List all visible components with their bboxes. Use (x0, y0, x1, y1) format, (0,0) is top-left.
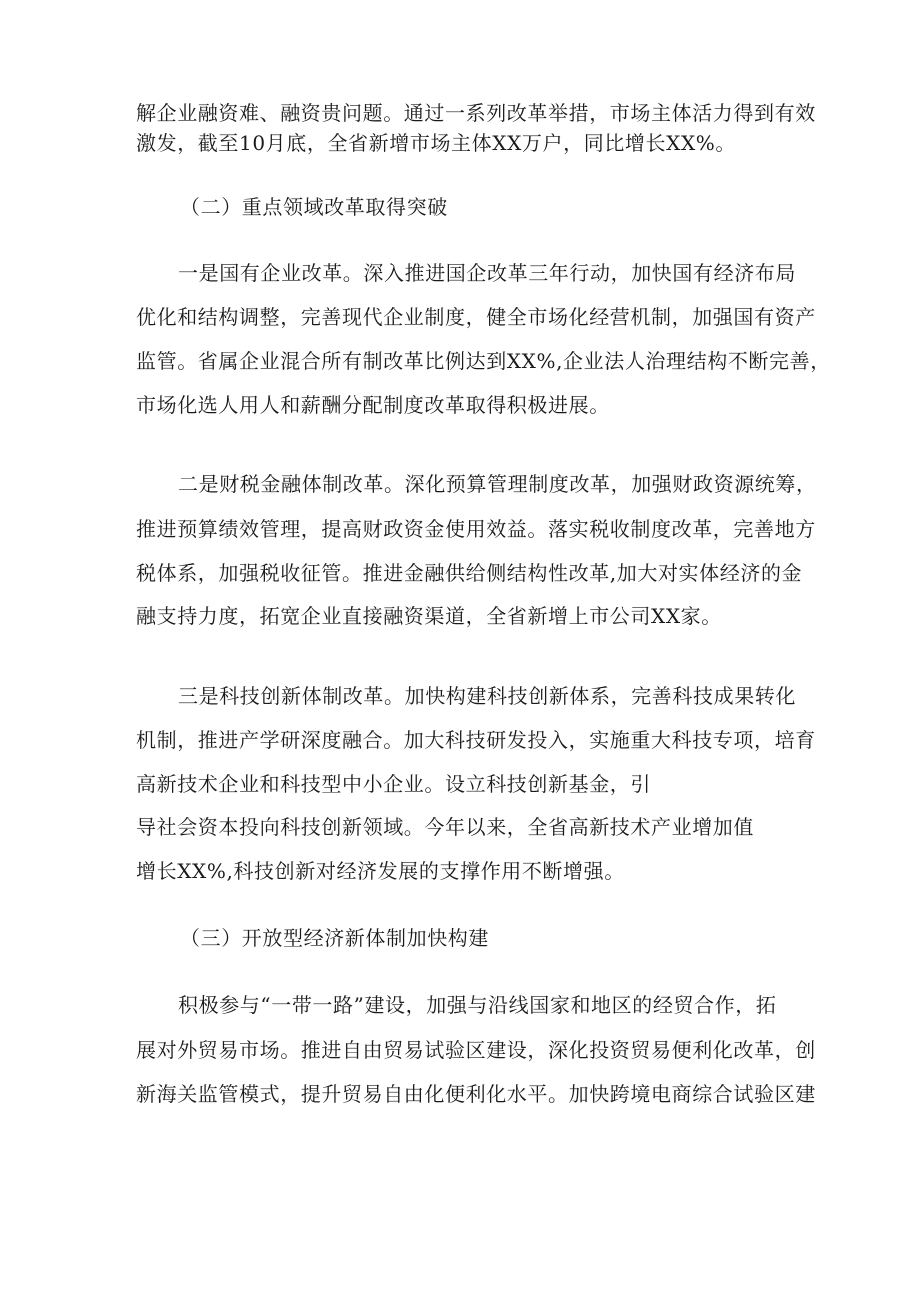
paragraph-line: 税体系，加强税收征管。推进金融供给侧结构性改革,加大对实体经济的金 (136, 561, 803, 585)
paragraph-line: 积极参与“一带一路”建设，加强与沿线国家和地区的经贸合作，拓 (178, 993, 777, 1017)
paragraph-line: 一是国有企业改革。深入推进国企改革三年行动，加快国有经济布局 (178, 261, 796, 285)
paragraph-line: 监管。省属企业混合所有制改革比例达到XX%,企业法人治理结构不断完善， (136, 349, 831, 373)
paragraph-line: 导社会资本投向科技创新领域。今年以来，全省高新技术产业增加值 (136, 815, 754, 839)
paragraph-line: 融支持力度，拓宽企业直接融资渠道，全省新增上市公司XX家。 (136, 604, 722, 628)
paragraph-line: 展对外贸易市场。推进自由贸易试验区建设，深化投资贸易便利化改革，创 (136, 1038, 816, 1062)
paragraph-line: 激发，截至10月底，全省新增市场主体XX万户，同比增长XX%。 (136, 131, 737, 155)
paragraph-line: 推进预算绩效管理，提高财政资金使用效益。落实税收制度改革，完善地方 (136, 517, 816, 541)
section-heading: （二）重点领域改革取得突破 (180, 195, 448, 219)
paragraph-line: 三是科技创新体制改革。加快构建科技创新体系，完善科技成果转化 (178, 684, 796, 708)
paragraph-line: 新海关监管模式，提升贸易自由化便利化水平。加快跨境电商综合试验区建 (136, 1082, 816, 1106)
paragraph-line: 二是财税金融体制改革。深化预算管理制度改革，加强财政资源统筹， (178, 472, 817, 496)
paragraph-line: 解企业融资难、融资贵问题。通过一系列改革举措，市场主体活力得到有效 (136, 101, 816, 125)
paragraph-line: 增长XX%,科技创新对经济发展的支撑作用不断增强。 (136, 859, 625, 883)
paragraph-line: 机制，推进产学研深度融合。加大科技研发投入，实施重大科技专项，培育 (136, 728, 816, 752)
paragraph-line: 优化和结构调整，完善现代企业制度，健全市场化经营机制，加强国有资产 (136, 305, 816, 329)
paragraph-line: 高新技术企业和科技型中小企业。设立科技创新基金，引 (136, 772, 651, 796)
paragraph-line: 市场化选人用人和薪酬分配制度改革取得积极进展。 (136, 393, 610, 417)
section-heading: （三）开放型经济新体制加快构建 (180, 926, 489, 950)
